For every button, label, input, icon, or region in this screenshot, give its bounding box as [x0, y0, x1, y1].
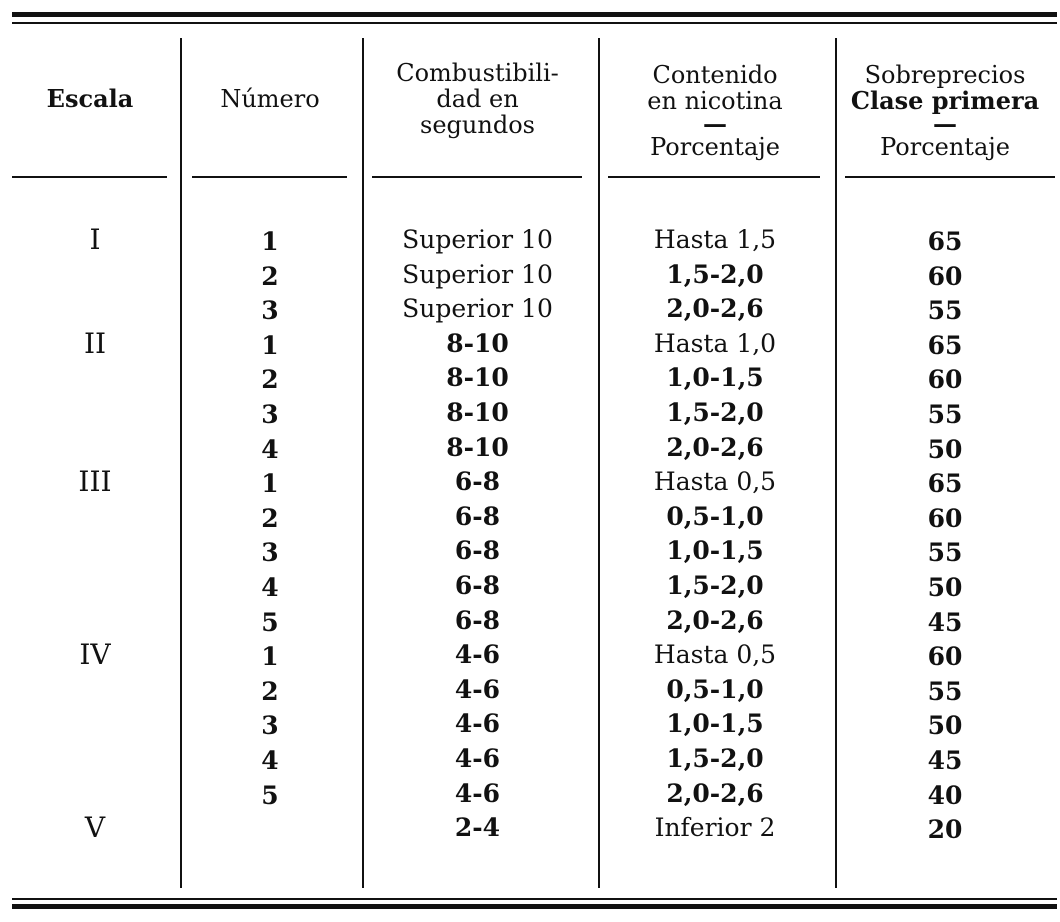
header-escala: Escala: [46, 84, 134, 113]
header-underline: [12, 176, 167, 178]
escala-cell: [20, 707, 170, 742]
sobreprecio-cell: 60: [927, 365, 963, 395]
sobreprecio-cell: 55: [927, 676, 963, 706]
nicotina-cell: 0,5-1,0: [666, 674, 764, 704]
nicotina-cell: Hasta 0,5: [653, 640, 777, 670]
combustibilidad-cell: 6-8: [454, 501, 501, 531]
combustibilidad-cell: 2-4: [454, 813, 501, 843]
combustibilidad-cell: 8-10: [446, 363, 509, 393]
header-sobreprecios: Sobreprecios Clase primera — Porcentaje: [850, 61, 1040, 161]
numero-cell: 3: [261, 538, 279, 568]
nicotina-cell: 2,0-2,6: [666, 294, 764, 324]
numero-cell: 5: [261, 607, 279, 637]
header-underline: [372, 176, 582, 178]
header-underline: [608, 176, 820, 178]
sobreprecio-cell: 60: [927, 503, 963, 533]
sobreprecio-column: [840, 225, 1050, 848]
nicotina-cell: Hasta 1,5: [653, 225, 777, 254]
numero-cell: 3: [261, 711, 279, 741]
nicotina-column: [600, 223, 830, 846]
combustibilidad-cell: 4-6: [454, 778, 501, 808]
column-separator: [180, 38, 182, 888]
escala-cell: IV: [79, 638, 111, 672]
header-underline: [845, 176, 1055, 178]
combustibilidad-cell: 8-10: [446, 397, 509, 427]
combustibilidad-column: [365, 223, 590, 846]
combustibilidad-cell: 8-10: [446, 432, 509, 462]
escala-cell: [20, 569, 170, 604]
bottom-rule-thick: [12, 904, 1057, 909]
nicotina-cell: 1,5-2,0: [666, 259, 764, 289]
sobreprecio-cell: 50: [927, 434, 963, 464]
nicotina-cell: Inferior 2: [654, 813, 776, 843]
sobreprecio-cell: 40: [927, 780, 963, 810]
escala-cell: [20, 258, 170, 293]
numero-cell: 1: [261, 469, 279, 499]
combustibilidad-cell: 4-6: [454, 709, 501, 739]
header-underline: [192, 176, 347, 178]
sobreprecio-cell: 20: [927, 815, 963, 845]
nicotina-cell: Hasta 1,0: [653, 328, 777, 358]
nicotina-cell: 2,0-2,6: [666, 778, 764, 808]
sobreprecio-cell: 65: [927, 330, 963, 360]
sobreprecio-cell: 65: [927, 227, 963, 256]
sobreprecio-cell: 60: [927, 261, 963, 291]
sobreprecio-cell: 55: [927, 296, 963, 326]
escala-cell: [20, 777, 170, 812]
nicotina-cell: 2,0-2,6: [666, 432, 764, 462]
escala-cell: III: [78, 465, 112, 499]
escala-cell: [20, 534, 170, 569]
numero-cell: 2: [261, 676, 279, 706]
sobreprecio-cell: 50: [927, 572, 963, 602]
combustibilidad-cell: 6-8: [454, 605, 501, 635]
sobreprecio-cell: 55: [927, 399, 963, 429]
combustibilidad-cell: Superior 10: [402, 225, 553, 254]
numero-cell: 4: [261, 572, 279, 602]
column-separator: [835, 38, 837, 888]
combustibilidad-cell: 4-6: [454, 743, 501, 773]
escala-cell: I: [89, 223, 101, 256]
escala-cell: [20, 742, 170, 777]
escala-cell: [20, 500, 170, 535]
numero-column: [190, 225, 350, 848]
sobreprecio-cell: 45: [927, 607, 963, 637]
numero-cell: 4: [261, 434, 279, 464]
nicotina-cell: 1,0-1,5: [666, 363, 764, 393]
numero-cell: 1: [261, 642, 279, 672]
escala-cell: [20, 673, 170, 708]
escala-column: [20, 223, 170, 846]
combustibilidad-cell: 6-8: [454, 536, 501, 566]
header-nicotina: Contenido en nicotina — Porcentaje: [647, 61, 783, 161]
header-numero: Número: [220, 85, 320, 113]
sobreprecio-cell: 50: [927, 711, 963, 741]
combustibilidad-cell: 4-6: [454, 640, 501, 670]
nicotina-cell: 0,5-1,0: [666, 501, 764, 531]
numero-cell: 4: [261, 745, 279, 775]
numero-cell: 2: [261, 503, 279, 533]
sobreprecio-cell: 45: [927, 745, 963, 775]
top-rule-thin: [12, 22, 1057, 24]
nicotina-cell: 1,5-2,0: [666, 397, 764, 427]
top-rule-thick: [12, 12, 1057, 17]
numero-cell: [190, 813, 350, 848]
nicotina-cell: 1,5-2,0: [666, 570, 764, 600]
nicotina-cell: 1,0-1,5: [666, 709, 764, 739]
numero-cell: 1: [261, 330, 279, 360]
numero-cell: 3: [261, 296, 279, 326]
combustibilidad-cell: Superior 10: [402, 259, 553, 289]
numero-cell: 2: [261, 261, 279, 291]
sobreprecio-cell: 55: [927, 538, 963, 568]
combustibilidad-cell: Superior 10: [402, 294, 553, 324]
sobreprecio-cell: 60: [927, 642, 963, 672]
escala-cell: [20, 292, 170, 327]
column-separator: [362, 38, 364, 888]
combustibilidad-cell: 8-10: [446, 328, 509, 358]
combustibilidad-cell: 4-6: [454, 674, 501, 704]
nicotina-cell: 2,0-2,6: [666, 605, 764, 635]
header-combustibilidad: Combustibili- dad en segundos: [396, 59, 559, 139]
numero-cell: 5: [261, 780, 279, 810]
escala-cell: [20, 431, 170, 466]
combustibilidad-cell: 6-8: [454, 570, 501, 600]
sobreprecio-cell: 65: [927, 469, 963, 499]
escala-cell: [20, 361, 170, 396]
escala-cell: II: [83, 326, 107, 360]
numero-cell: 1: [261, 227, 279, 256]
nicotina-cell: 1,0-1,5: [666, 536, 764, 566]
nicotina-cell: Hasta 0,5: [653, 467, 777, 497]
escala-cell: V: [84, 811, 106, 845]
combustibilidad-cell: 6-8: [454, 467, 501, 497]
nicotina-cell: 1,5-2,0: [666, 743, 764, 773]
numero-cell: 2: [261, 365, 279, 395]
escala-cell: [20, 396, 170, 431]
bottom-rule-thin: [12, 898, 1057, 900]
escala-cell: [20, 604, 170, 639]
numero-cell: 3: [261, 399, 279, 429]
